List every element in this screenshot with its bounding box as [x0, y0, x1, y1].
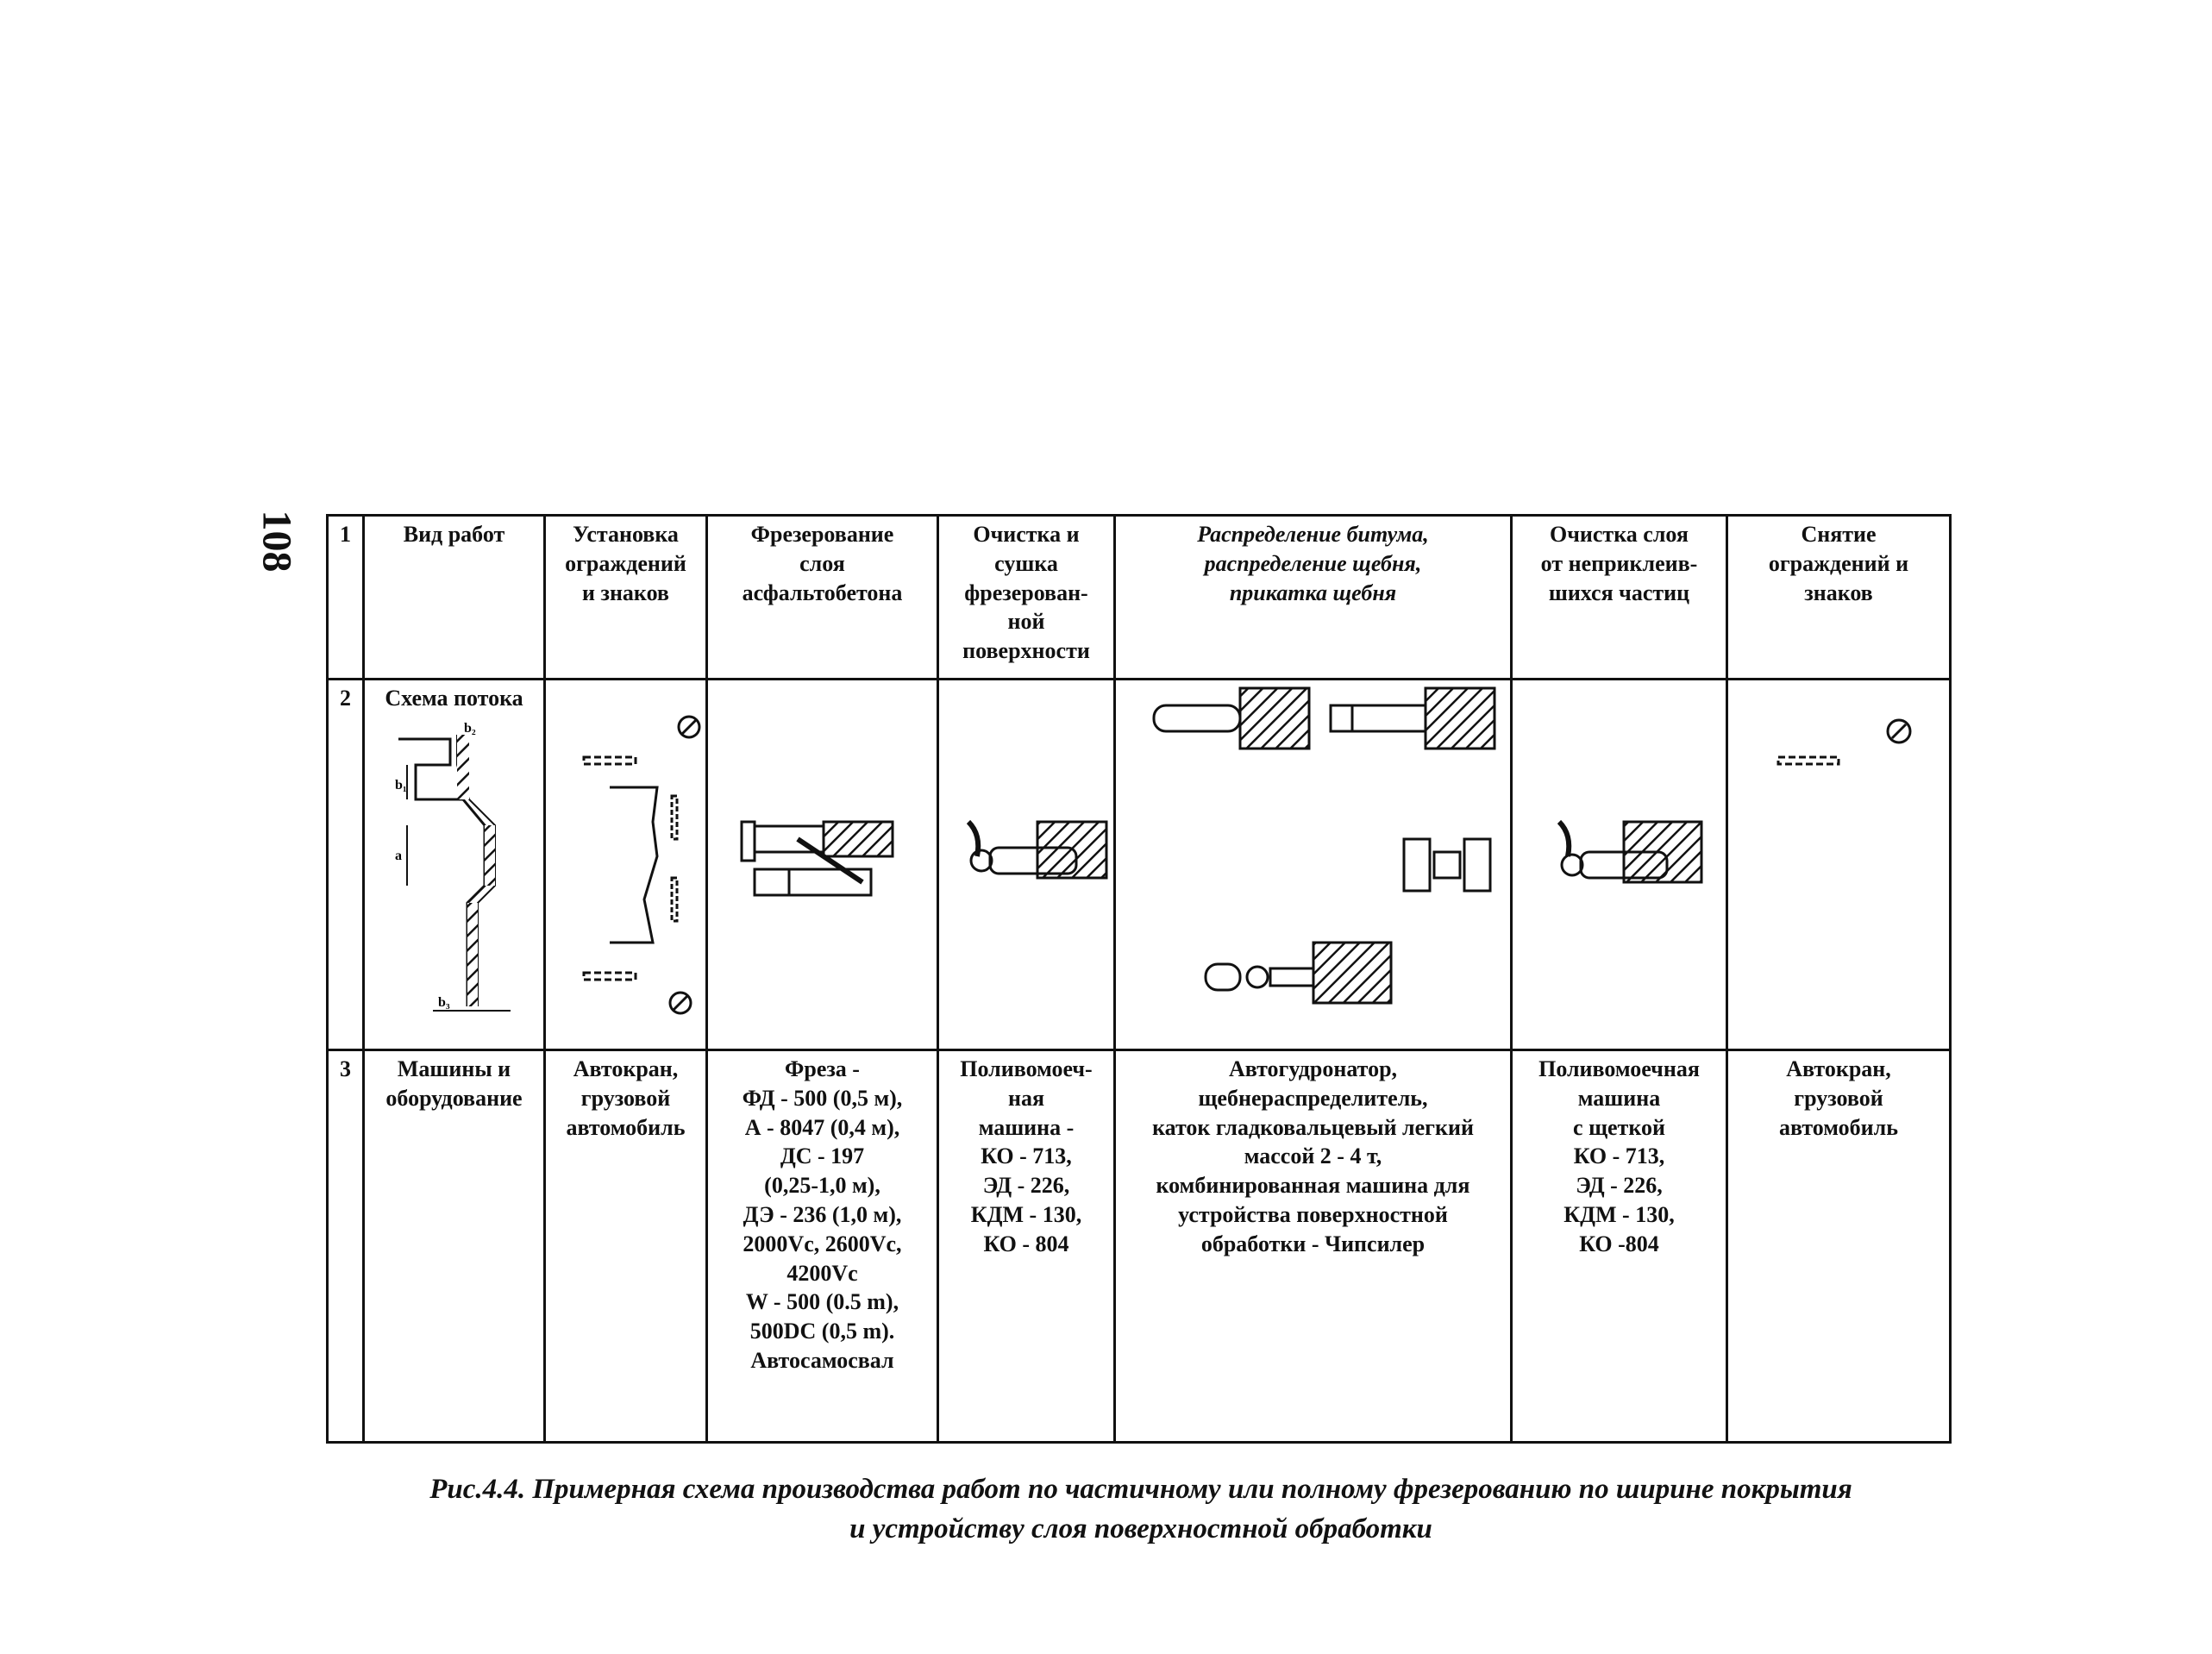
header-install-barriers: Установка ограждений и знаков — [545, 516, 707, 680]
scheme-cleaning-particles — [1512, 680, 1727, 1050]
diagram-label-bottom: b₃ — [437, 994, 450, 1010]
machines-bitumen-gravel: Автогудронатор, щебнераспределитель, каток гладковальцевый легкий массой 2 - 4 т, комбинированная машина для устройства поверхностной обработки - Чипсилер — [1115, 1050, 1512, 1443]
figure-caption — [326, 1470, 1956, 1549]
machines-install-barriers: Автокран, грузовой автомобиль — [545, 1050, 707, 1443]
barrier-icon — [584, 973, 636, 980]
brush-sweeper-diagram — [1516, 684, 1723, 1037]
barriers-signs-diagram — [549, 684, 705, 1037]
diagram-label-left: a — [394, 848, 402, 863]
header-remove-barriers: Снятие ограждений и знаков — [1727, 516, 1951, 680]
header-cleaning-particles: Очистка слоя от неприклеив- шихся частиц — [1512, 516, 1727, 680]
barrier-icon — [1778, 757, 1839, 764]
machines-cleaning-drying: Поливомоеч- ная машина - КО - 713, ЭД - 226, КДМ - 130, КО - 804 — [938, 1050, 1115, 1443]
row-label: Машины и оборудование — [364, 1050, 545, 1443]
caption-line-2: и устройству слоя поверхностной обработки — [849, 1513, 1432, 1544]
row-number: 1 — [328, 516, 364, 680]
sweeper-machine-diagram — [943, 684, 1115, 1037]
flow-scheme-cell — [364, 680, 545, 1050]
table-row-work-type — [328, 516, 1951, 680]
barrier-icon — [584, 757, 636, 764]
milling-machine-diagram — [711, 684, 936, 1037]
row-number: 3 — [328, 1050, 364, 1443]
work-scheme-table — [326, 514, 1952, 1444]
machines-milling: Фреза - ФД - 500 (0,5 м), А - 8047 (0,4 м), ДС - 197 (0,25-1,0 м), ДЭ - 236 (1,0 м), 2000Vc, 2600Vc, 4200Vc W - 500 (0.5 m), 500DC (0,5 m). Автосамосвал — [707, 1050, 938, 1443]
scheme-cleaning-drying — [938, 680, 1115, 1050]
table-row-machines — [328, 1050, 1951, 1443]
scheme-remove-barriers — [1727, 680, 1951, 1050]
scheme-milling — [707, 680, 938, 1050]
machines-remove-barriers: Автокран, грузовой автомобиль — [1727, 1050, 1951, 1443]
scheme-install-barriers — [545, 680, 707, 1050]
header-milling: Фрезерование слоя асфальтобетона — [707, 516, 938, 680]
row-number: 2 — [328, 680, 364, 1050]
row-label: Вид работ — [364, 516, 545, 680]
header-cleaning-drying: Очистка и сушка фрезерован- ной поверхности — [938, 516, 1115, 680]
road-cross-section-diagram — [381, 713, 528, 1024]
page-number: 108 — [254, 510, 300, 573]
caption-line-1: Рис.4.4. Примерная схема производства работ по частичному или полному фрезерованию по ширине покрытия — [429, 1474, 1852, 1505]
header-bitumen-gravel: Распределение битума, распределение щебня, прикатка щебня — [1115, 516, 1512, 680]
scheme-bitumen-gravel — [1115, 680, 1512, 1050]
barrier-removal-diagram — [1735, 684, 1942, 1037]
machines-cleaning-particles: Поливомоечная машина с щеткой КО - 713, ЭД - 226, КДМ - 130, КО -804 — [1512, 1050, 1727, 1443]
bitumen-gravel-roller-diagram — [1119, 684, 1507, 1037]
table-row-flow-scheme — [328, 680, 1951, 1050]
row-label: Схема потока — [385, 686, 523, 711]
diagram-label-top: b₂ — [463, 720, 476, 736]
diagram-label-mid: b₁ — [394, 777, 407, 793]
